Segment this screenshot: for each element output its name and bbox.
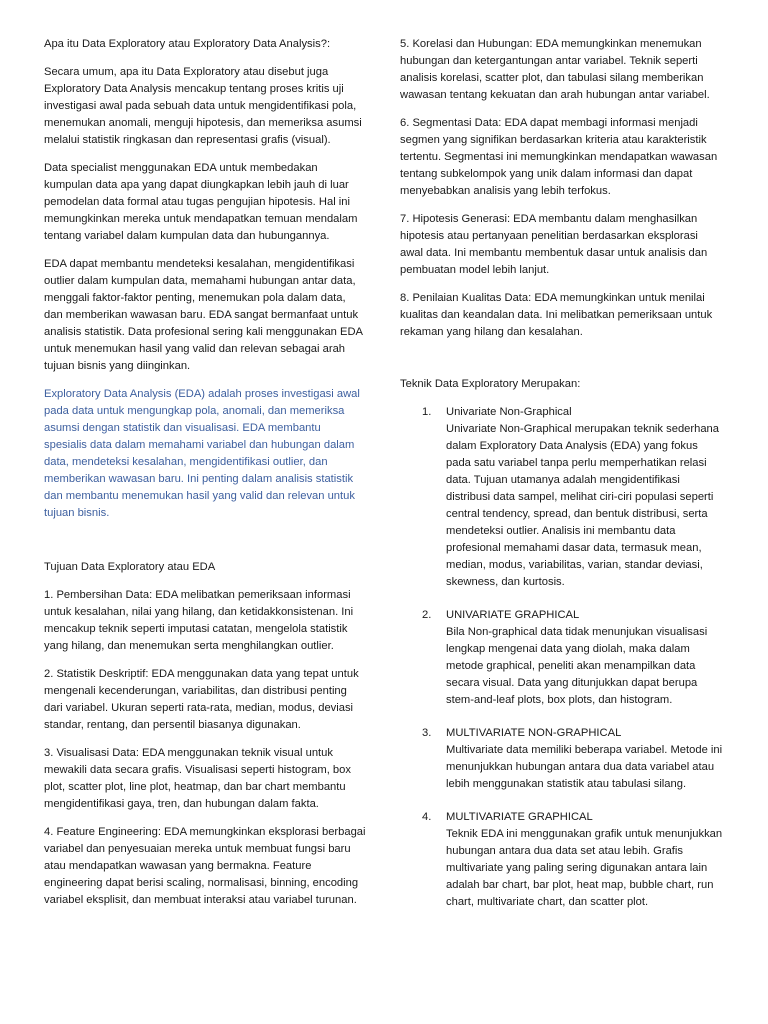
intro-paragraph-1: Secara umum, apa itu Data Exploratory atau disebut juga Exploratory Data Analysis mencakup tentang proses kritis uji investigasi awal pada sebuah data untuk mengidentifikasi pola, menemukan anomali, menguji hipotesis, dan memeriksa asumsi melalui statistik ringkasan dan representasi grafis (visual). [44,66,362,146]
intro-paragraph-2: Data specialist menggunakan EDA untuk membedakan kumpulan data apa yang dapat diungkapkan lebih jauh di luar pemodelan data formal atau tugas pengujian hipotesis. Hal ini memungkinkan mereka untuk mendapatkan temuan mendalam tentang variabel dalam kumpulan data dan hubungannya. [44,162,358,242]
eda-definition-heading: Apa itu Data Exploratory atau Exploratory Data Analysis?: [44,38,331,50]
list-item-body: Bila Non-graphical data tidak menunjukan visualisasi lengkap mengenai data yang diolah, maka dalam metode graphical, peneliti akan menampilkan data secara visual. Data yang ditunjukkan dapat berupa stem-and-leaf plots, box plots, dan histogram. [446,626,708,706]
teknik-heading: Teknik Data Exploratory Merupakan: [400,378,581,390]
tujuan-item-5: 5. Korelasi dan Hubungan: EDA memungkinkan menemukan hubungan dan ketergantungan antar variabel. Teknik seperti analisis korelasi, scatter plot, dan tabulasi silang memberikan wawasan tentang kekuatan dan arah hubungan antar variabel. [400,38,710,101]
list-item-title: UNIVARIATE GRAPHICAL [446,609,580,621]
list-item [400,809,724,911]
list-item-body: Univariate Non-Graphical merupakan teknik sederhana dalam Exploratory Data Analysis (EDA) yang fokus pada satu variabel tanpa perlu memperhatikan relasi data. Tujuan utamanya adalah mengidentifikasi distribusi data sampel, melihat ciri-ciri populasi seperti central tendency, spread, dan bentuk distribusi, serta mendeteksi outlier. Analisis ini membantu data profesional memahami dasar data, termasuk mean, median, modus, variabilitas, varian, standar deviasi, skewness, dan kurtosis. [446,423,719,588]
list-item [400,404,724,591]
list-item [400,607,724,709]
list-item-title: MULTIVARIATE NON-GRAPHICAL [446,727,622,739]
right-column [400,36,724,927]
list-item-number: 2. [422,609,432,621]
tujuan-item-4: 4. Feature Engineering: EDA memungkinkan eksplorasi berbagai variabel dan penyesuaian mereka untuk membuat fungsi baru atau mendapatkan wawasan yang bermakna. Feature engineering dapat berisi scaling, normalisasi, binning, encoding variabel eksplisit, dan membuat interaksi atau variabel turunan. [44,826,366,906]
tujuan-heading: Tujuan Data Exploratory atau EDA [44,561,216,573]
intro-paragraph-3: EDA dapat membantu mendeteksi kesalahan, mengidentifikasi outlier dalam kumpulan data, memahami hubungan antar data, menggali faktor-faktor penting, menemukan pola dalam data, dan memberikan wawasan baru. EDA sangat bermanfaat untuk analisis statistik. Data profesional sering kali menggunakan EDA untuk menemukan hasil yang valid dan relevan sebagai arah tujuan bisnis yang diinginkan. [44,258,363,372]
section-spacer [44,533,366,559]
list-item-number: 4. [422,811,432,823]
list-item-title: MULTIVARIATE GRAPHICAL [446,811,593,823]
tujuan-item-7: 7. Hipotesis Generasi: EDA membantu dalam menghasilkan hipotesis atau pertanyaan penelitian berdasarkan eksplorasi awal data. Ini membantu membentuk dasar untuk analisis dan pembuatan model lebih lanjut. [400,213,708,276]
list-item-body: Multivariate data memiliki beberapa variabel. Metode ini menunjukkan hubungan antara dua data variabel atau lebih menggunakan statistik atau tabulasi silang. [446,744,723,790]
list-item-number: 1. [422,406,432,418]
tujuan-item-2: 2. Statistik Deskriptif: EDA menggunakan data yang tepat untuk mengenali kecenderungan, variabilitas, dan distribusi penting dari variabel. Ukuran seperti rata-rata, median, modus, deviasi standar, rentang, dan persentil biasanya digunakan. [44,668,359,731]
teknik-list [400,404,724,911]
list-item-number: 3. [422,727,432,739]
tujuan-item-8: 8. Penilaian Kualitas Data: EDA memungkinkan untuk menilai kualitas dan keandalan data. Ini melibatkan pemeriksaan untuk rekaman yang hilang dan kesalahan. [400,292,713,338]
tujuan-item-3: 3. Visualisasi Data: EDA menggunakan teknik visual untuk mewakili data secara grafis. Visualisasi seperti histogram, box plot, scatter plot, line plot, heatmap, dan bar chart membantu mengidentifikasi gaya, tren, dan hubungan dalam fakta. [44,747,351,810]
list-item-body: Teknik EDA ini menggunakan grafik untuk menunjukkan hubungan antara dua data set atau lebih. Grafis multivariate yang paling sering digunakan antara lain adalah bar chart, bar plot, heat map, bubble chart, run chart, multivariate chart, dan scatter plot. [446,828,723,908]
tujuan-item-6: 6. Segmentasi Data: EDA dapat membagi informasi menjadi segmen yang signifikan berdasarkan kriteria atau karakteristik tertentu. Segmentasi ini memungkinkan mendapatkan wawasan tentang subkelompok yang unik dalam informasi dan dapat menyebabkan analisis yang lebih terfokus. [400,117,718,197]
highlight-summary: Exploratory Data Analysis (EDA) adalah proses investigasi awal pada data untuk mengungkap pola, anomali, dan memeriksa asumsi dengan statistik dan visualisasi. EDA membantu spesialis data dalam memahami variabel dan hubungan dalam data, mendeteksi kesalahan, mengidentifikasi outlier, dan memberikan wawasan baru. Ini penting dalam analisis statistik dan membantu menemukan hasil yang valid dan relevan untuk tujuan bisnis. [44,388,360,519]
list-item-title: Univariate Non-Graphical [446,406,572,418]
tujuan-item-1: 1. Pembersihan Data: EDA melibatkan pemeriksaan informasi untuk kesalahan, nilai yang hilang, dan ketidakkonsistenan. Ini mencakup teknik seperti imputasi catatan, mengelola statistik yang hilang, dan menemukan serta menghilangkan outlier. [44,589,354,652]
list-item [400,725,724,793]
left-column [44,36,366,920]
section-spacer [400,352,724,376]
